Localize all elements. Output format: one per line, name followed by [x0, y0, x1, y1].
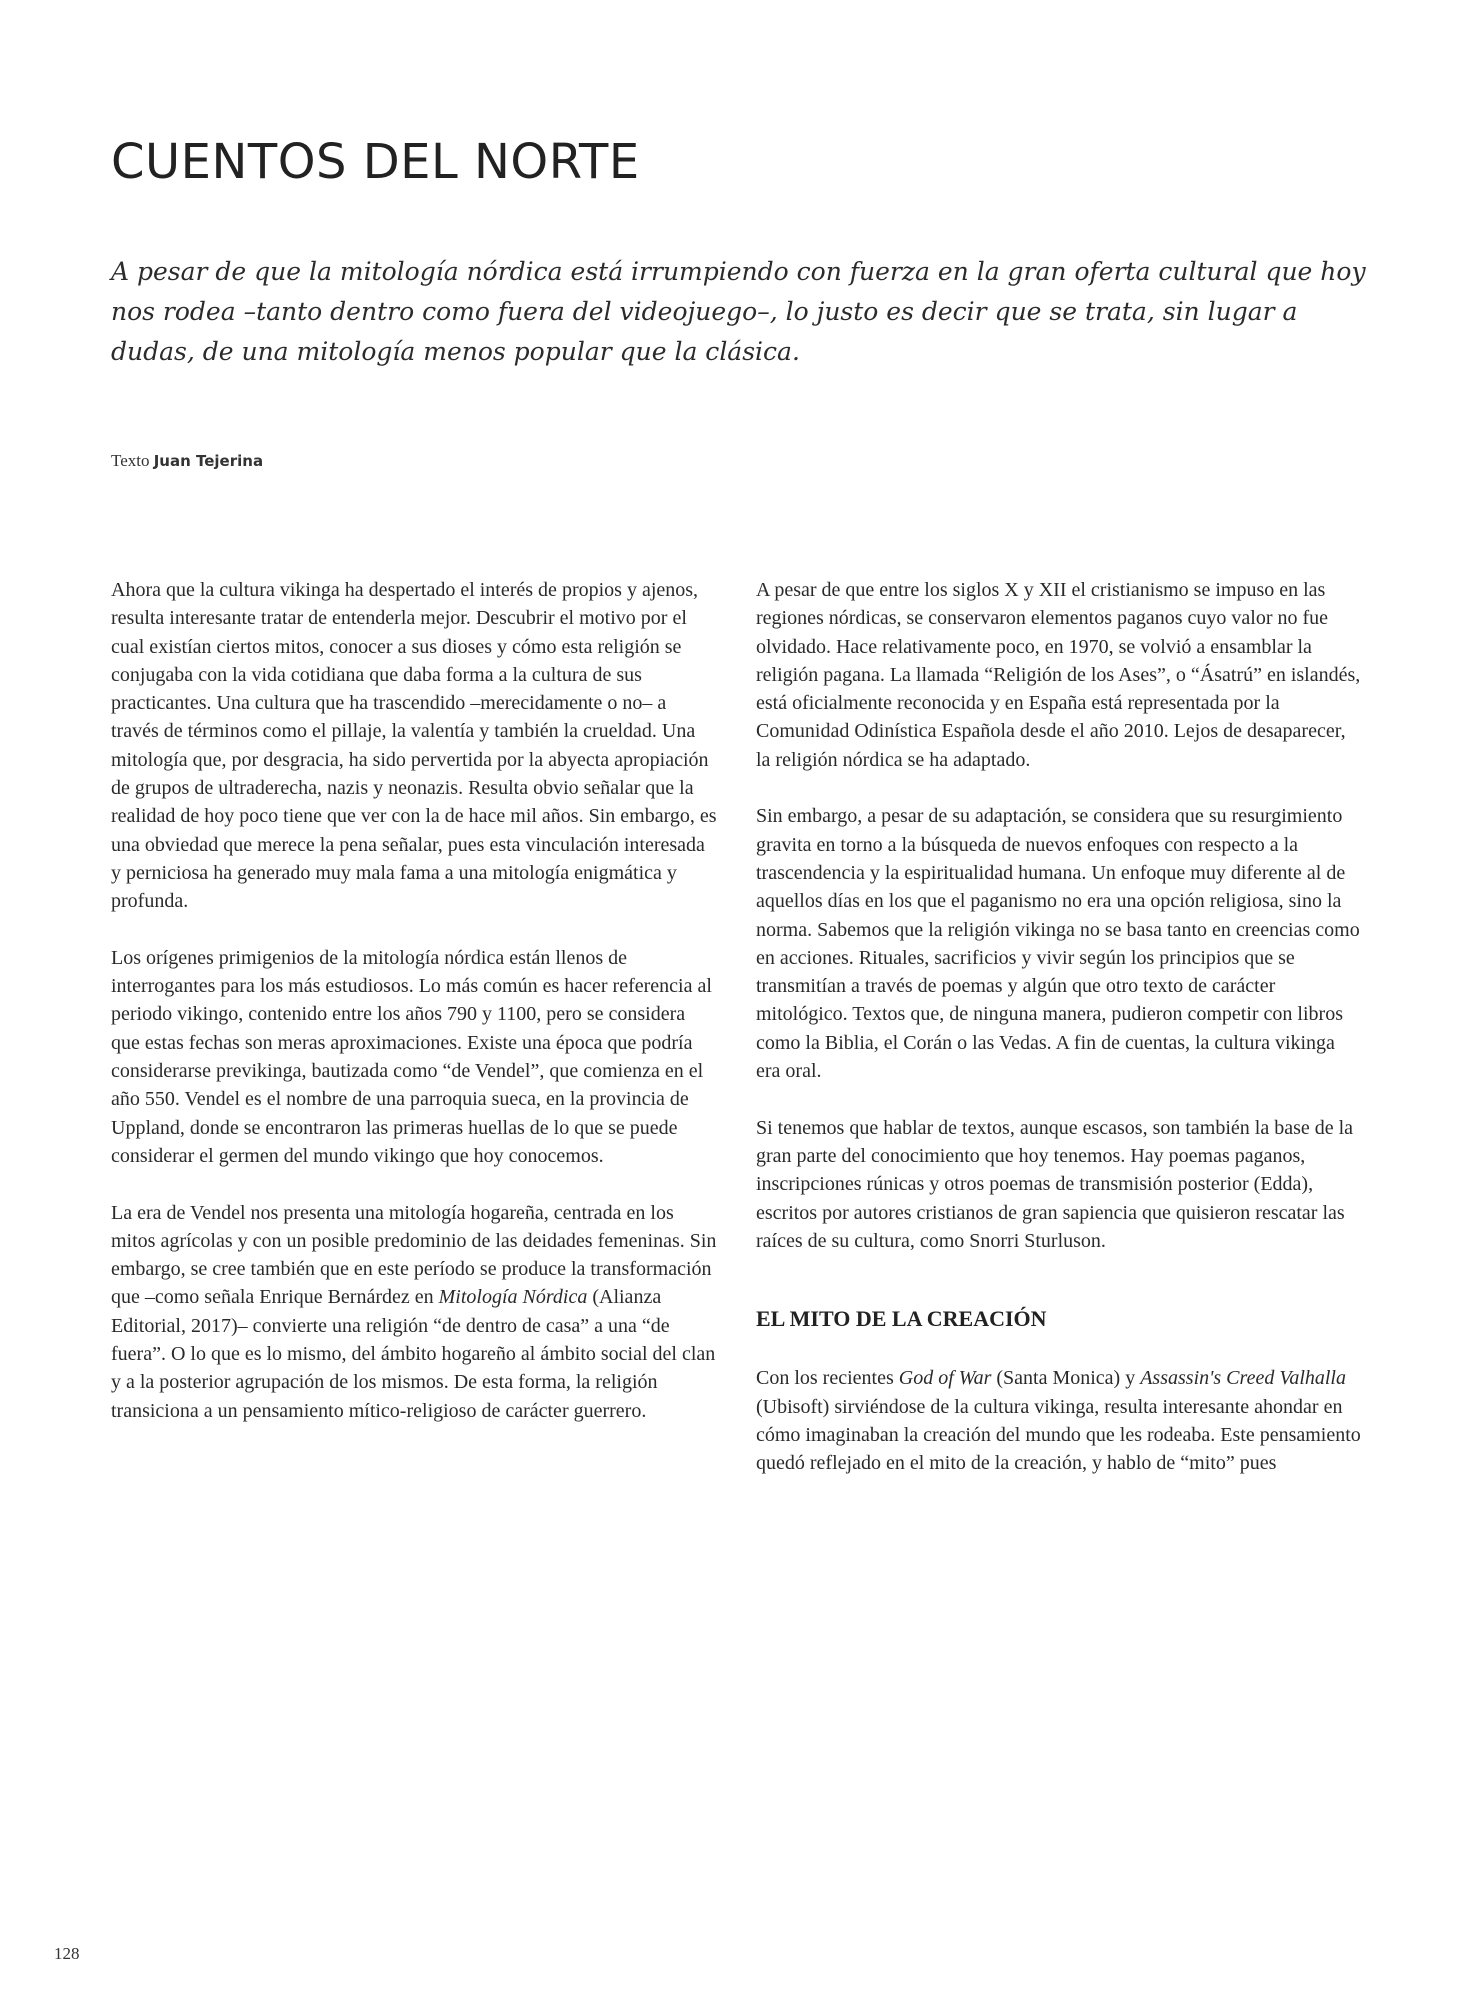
- right-paragraph-4-part-a: Con los recientes: [756, 1367, 899, 1390]
- right-column: [756, 576, 1362, 1506]
- article-lead: A pesar de que la mitología nórdica está irrumpiendo con fuerza en la gran oferta cultural que hoy nos rodea –tanto dentro como fuera del videojuego–, lo justo es decir que se trata, sin lugar a dudas, de una mitología menos popular que la clásica.: [111, 257, 1366, 366]
- section-heading: EL MITO DE LA CREACIÓN: [756, 1306, 1047, 1332]
- left-column: [111, 576, 717, 1453]
- right-paragraph-2: Sin embargo, a pesar de su adaptación, se considera que su resurgimiento gravita en torno a la búsqueda de nuevos enfoques con respecto a la trascendencia y la espiritualidad humana. Un enfoque muy diferente al de aquellos días en los que el paganismo no era una opción religiosa, sino la norma. Sabemos que la religión vikinga no se basa tanto en creencias como en acciones. Rituales, sacrificios y vivir según los principios que se transmitían a través de poemas y algún que otro texto de carácter mitológico. Textos que, de ninguna manera, pudieron competir con libros como la Biblia, el Corán o las Vedas. A fin de cuentas, la cultura vikinga era oral.: [756, 805, 1360, 1083]
- page-number: 128: [54, 1944, 80, 1963]
- byline-label: Texto: [111, 451, 150, 470]
- right-paragraph-3: Si tenemos que hablar de textos, aunque escasos, son también la base de la gran parte del conocimiento que hoy tenemos. Hay poemas paganos, inscripciones rúnicas y otros poemas de transmisión posterior (Edda), escritos por autores cristianos de gran sapiencia que quisieron rescatar las raíces de su cultura, como Snorri Sturluson.: [756, 1116, 1354, 1252]
- book-title: Mitología Nórdica: [438, 1286, 588, 1309]
- left-paragraph-3: [111, 1199, 717, 1425]
- article-title: CUENTOS DEL NORTE: [111, 134, 640, 190]
- byline-author: Juan Tejerina: [153, 452, 264, 470]
- left-paragraph-3-part-a: La era de Vendel nos presenta una mitología hogareña, centrada en los mitos agrícolas y con un posible predominio de las deidades femeninas. Sin embargo, se cree también que en este período se produce la transformación que –como señala Enrique Bernárdez en: [111, 1201, 717, 1309]
- right-paragraph-4: [756, 1364, 1362, 1477]
- left-paragraph-2: Los orígenes primigenios de la mitología nórdica están llenos de interrogantes para los más estudiosos. Lo más común es hacer referencia al periodo vikingo, contenido entre los años 790 y 1100, pero se considera que estas fechas son meras aproximaciones. Existe una época que podría considerarse previkinga, bautizada como “de Vendel”, que comienza en el año 550. Vendel es el nombre de una parroquia sueca, en la provincia de Uppland, donde se encontraron las primeras huellas de lo que se puede considerar el germen del mundo vikingo que hoy conocemos.: [111, 946, 712, 1167]
- left-paragraph-1: Ahora que la cultura vikinga ha despertado el interés de propios y ajenos, resulta interesante tratar de entenderla mejor. Descubrir el motivo por el cual existían ciertos mitos, conocer a sus dioses y cómo esta religión se conjugaba con la vida cotidiana que daba forma a la cultura de sus practicantes. Una cultura que ha trascendido –merecidamente o no– a través de términos como el pillaje, la valentía y también la crueldad. Una mitología que, por desgracia, ha sido pervertida por la abyecta apropiación de grupos de ultraderecha, nazis y neonazis. Resulta obvio señalar que la realidad de hoy poco tiene que ver con la de hace mil años. Sin embargo, es una obviedad que merece la pena señalar, pues esta vinculación interesada y perniciosa ha generado muy mala fama a una mitología enigmática y profunda.: [111, 579, 717, 913]
- game-title-god-of-war: God of War: [898, 1367, 992, 1390]
- right-paragraph-4-part-b: (Santa Monica) y: [991, 1367, 1141, 1390]
- byline: [111, 452, 263, 469]
- right-paragraph-1: A pesar de que entre los siglos X y XII el cristianismo se impuso en las regiones nórdicas, se conservaron elementos paganos cuyo valor no fue olvidado. Hace relativamente poco, en 1970, se volvió a ensamblar la religión pagana. La llamada “Religión de los Ases”, o “Ásatrú” en islandés, está oficialmente reconocida y en España está representada por la Comunidad Odinística Española desde el año 2010. Lejos de desaparecer, la religión nórdica se ha adaptado.: [756, 579, 1361, 771]
- left-paragraph-3-part-b: (Alianza Editorial, 2017)– convierte una religión “de dentro de casa” a una “de fuera”. O lo que es lo mismo, del ámbito hogareño al ámbito social del clan y a la posterior agrupación de los mismos. De esta forma, la religión transiciona a un pensamiento mítico-religioso de carácter guerrero.: [111, 1286, 716, 1422]
- game-title-assassins-creed: Assassin's Creed Valhalla: [1140, 1367, 1346, 1390]
- right-paragraph-4-part-c: (Ubisoft) sirviéndose de la cultura vikinga, resulta interesante ahondar en cómo imaginaban la creación del mundo que les rodeaba. Este pensamiento quedó reflejado en el mito de la creación, y hablo de “mito” pues: [756, 1395, 1361, 1475]
